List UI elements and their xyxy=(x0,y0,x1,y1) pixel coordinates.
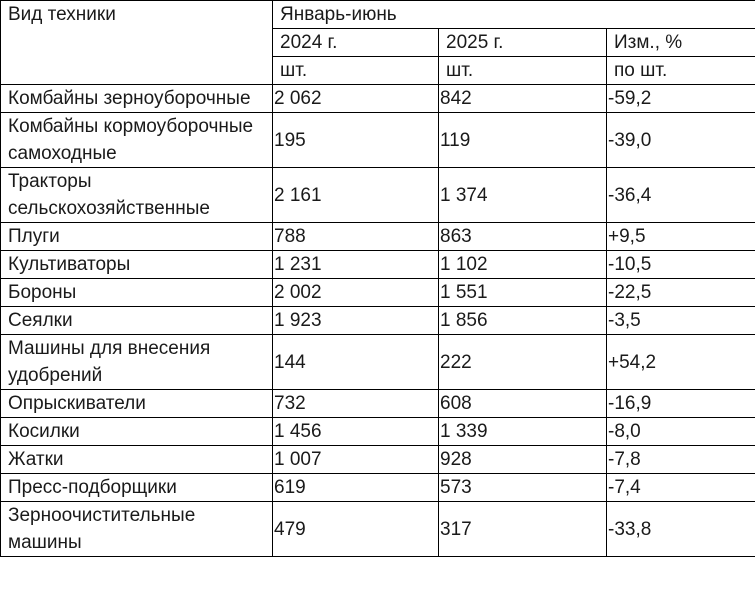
cell-change-percent: -10,5 xyxy=(607,251,755,279)
cell-change-percent: -33,8 xyxy=(607,502,755,557)
table-row xyxy=(1,168,755,223)
header-period: Январь-июнь xyxy=(273,1,755,29)
cell-value-2024: 2 161 xyxy=(273,168,439,223)
cell-value-2025: 119 xyxy=(439,113,607,168)
cell-value-2024: 619 xyxy=(273,474,439,502)
cell-value-2025: 1 339 xyxy=(439,418,607,446)
table-row xyxy=(1,474,755,502)
cell-value-2025: 573 xyxy=(439,474,607,502)
cell-equipment-name: Жатки xyxy=(1,446,273,474)
cell-equipment-name: Зерноочистительные машины xyxy=(1,502,273,557)
cell-value-2025: 1 374 xyxy=(439,168,607,223)
header-change: Изм., % xyxy=(607,29,755,57)
cell-change-percent: +54,2 xyxy=(607,335,755,390)
cell-value-2024: 479 xyxy=(273,502,439,557)
cell-equipment-name: Косилки xyxy=(1,418,273,446)
cell-value-2024: 788 xyxy=(273,223,439,251)
cell-value-2024: 144 xyxy=(273,335,439,390)
cell-change-percent: +9,5 xyxy=(607,223,755,251)
table-row xyxy=(1,251,755,279)
cell-value-2025: 928 xyxy=(439,446,607,474)
cell-change-percent: -36,4 xyxy=(607,168,755,223)
cell-change-percent: -7,4 xyxy=(607,474,755,502)
header-row-period xyxy=(1,1,755,29)
cell-value-2024: 1 456 xyxy=(273,418,439,446)
table-row xyxy=(1,446,755,474)
table-row xyxy=(1,502,755,557)
cell-equipment-name: Комбайны зерноуборочные xyxy=(1,85,273,113)
cell-change-percent: -16,9 xyxy=(607,390,755,418)
cell-change-percent: -22,5 xyxy=(607,279,755,307)
table-row xyxy=(1,390,755,418)
cell-change-percent: -7,8 xyxy=(607,446,755,474)
cell-equipment-name: Сеялки xyxy=(1,307,273,335)
cell-value-2025: 608 xyxy=(439,390,607,418)
cell-change-percent: -39,0 xyxy=(607,113,755,168)
cell-value-2024: 2 002 xyxy=(273,279,439,307)
cell-value-2025: 1 856 xyxy=(439,307,607,335)
cell-equipment-name: Опрыскиватели xyxy=(1,390,273,418)
header-unit-2024: шт. xyxy=(273,57,439,85)
header-unit-2025: шт. xyxy=(439,57,607,85)
table-row xyxy=(1,418,755,446)
cell-equipment-name: Машины для внесения удобрений xyxy=(1,335,273,390)
cell-value-2024: 1 007 xyxy=(273,446,439,474)
cell-equipment-name: Культиваторы xyxy=(1,251,273,279)
cell-equipment-name: Плуги xyxy=(1,223,273,251)
cell-change-percent: -59,2 xyxy=(607,85,755,113)
cell-value-2025: 317 xyxy=(439,502,607,557)
header-year-2025: 2025 г. xyxy=(439,29,607,57)
cell-change-percent: -8,0 xyxy=(607,418,755,446)
table-row xyxy=(1,113,755,168)
header-unit-change: по шт. xyxy=(607,57,755,85)
table-row xyxy=(1,85,755,113)
cell-equipment-name: Комбайны кормоуборочные самоходные xyxy=(1,113,273,168)
cell-equipment-name: Тракторы сельскохозяйственные xyxy=(1,168,273,223)
cell-value-2024: 195 xyxy=(273,113,439,168)
cell-value-2024: 1 923 xyxy=(273,307,439,335)
cell-value-2025: 222 xyxy=(439,335,607,390)
cell-value-2025: 842 xyxy=(439,85,607,113)
table-row xyxy=(1,279,755,307)
header-equipment-type: Вид техники xyxy=(1,1,273,85)
cell-equipment-name: Бороны xyxy=(1,279,273,307)
cell-value-2025: 1 551 xyxy=(439,279,607,307)
cell-value-2025: 863 xyxy=(439,223,607,251)
cell-value-2025: 1 102 xyxy=(439,251,607,279)
cell-change-percent: -3,5 xyxy=(607,307,755,335)
cell-value-2024: 1 231 xyxy=(273,251,439,279)
header-year-2024: 2024 г. xyxy=(273,29,439,57)
cell-value-2024: 732 xyxy=(273,390,439,418)
cell-equipment-name: Пресс-подборщики xyxy=(1,474,273,502)
table-row xyxy=(1,307,755,335)
table-row xyxy=(1,223,755,251)
cell-value-2024: 2 062 xyxy=(273,85,439,113)
table-row xyxy=(1,335,755,390)
